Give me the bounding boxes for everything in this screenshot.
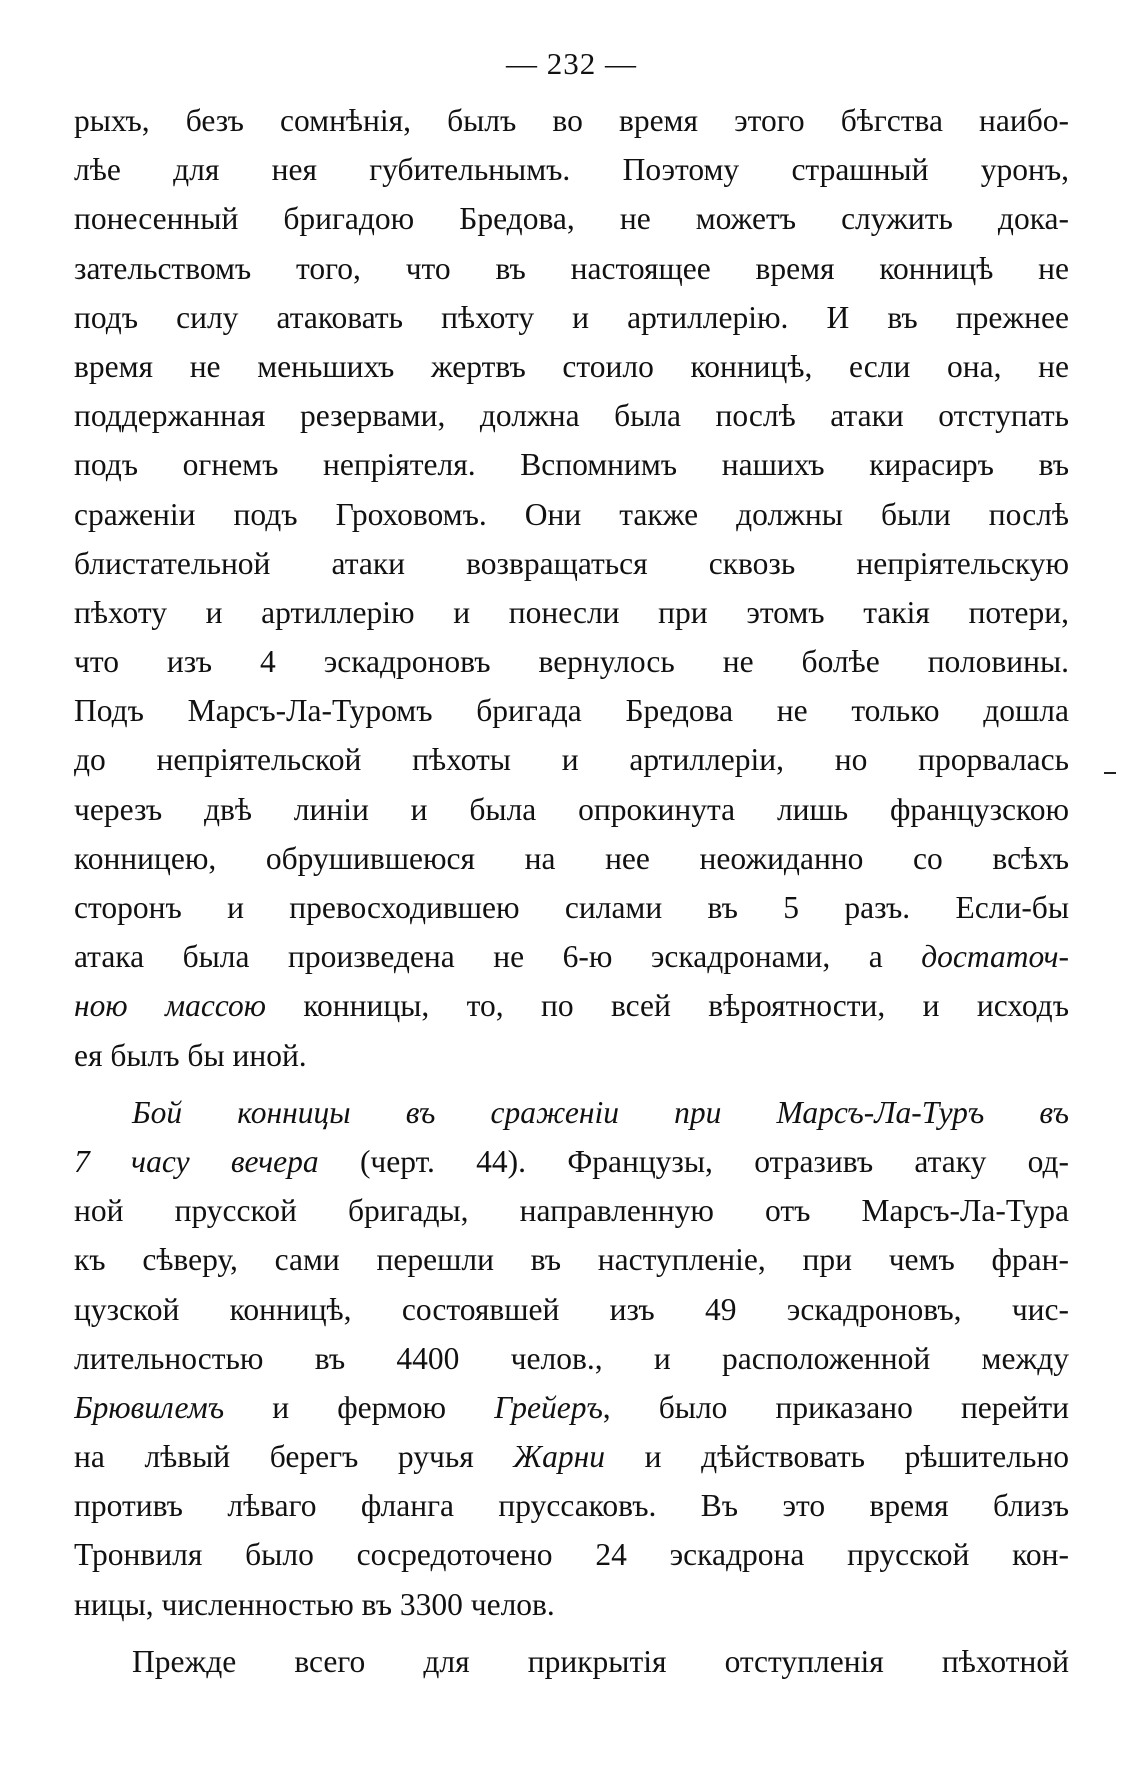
- text-segment: понесенный бригадою Бредова, не можетъ служить дока-: [74, 201, 1069, 237]
- text-segment: ной прусской бригады, направленную отъ Марсъ-Ла-Тура: [74, 1193, 1069, 1229]
- text-line: [74, 1235, 1069, 1284]
- paragraph: [74, 1637, 1069, 1686]
- document-page: [74, 44, 1069, 1686]
- text-line: [74, 1334, 1069, 1383]
- text-segment: , было приказано перейти: [602, 1389, 1069, 1425]
- text-line: [74, 96, 1069, 145]
- text-segment: пѣхоту и артиллерію и понесли при этомъ такія потери,: [74, 594, 1069, 630]
- text-line: [74, 1383, 1069, 1432]
- text-line: [74, 883, 1069, 932]
- text-segment: подъ силу атаковать пѣхоту и артиллерію. И въ прежнее: [74, 299, 1069, 335]
- text-line: [74, 244, 1069, 293]
- text-segment: и дѣйствовать рѣшительно: [605, 1439, 1069, 1475]
- text-line: [74, 588, 1069, 637]
- text-segment: цузской конницѣ, состоявшей изъ 49 эскадроновъ, чис-: [74, 1291, 1069, 1327]
- text-segment: противъ лѣваго фланга пруссаковъ. Въ это время близъ: [74, 1488, 1069, 1524]
- italic-text: достаточ-: [921, 939, 1069, 975]
- italic-text: Жарни: [513, 1439, 606, 1475]
- italic-text: Грейеръ: [494, 1389, 603, 1425]
- text-segment: атака была произведена не 6-ю эскадронами, а: [74, 939, 922, 975]
- text-line: [74, 686, 1069, 735]
- italic-text: Бой конницы въ сраженіи при Марсъ-Ла-Туръ въ: [132, 1094, 1069, 1130]
- text-line: [74, 1580, 1069, 1629]
- text-segment: конницею, обрушившеюся на нее неожиданно со всѣхъ: [74, 840, 1069, 876]
- text-segment: Тронвиля было сосредоточено 24 эскадрона прусской кон-: [74, 1537, 1069, 1573]
- text-line: [74, 981, 1069, 1030]
- text-line: [74, 490, 1069, 539]
- text-segment: конницы, то, по всей вѣроятности, и исходъ: [265, 988, 1069, 1024]
- text-line: [74, 194, 1069, 243]
- text-segment: что изъ 4 эскадроновъ вернулось не болѣе половины.: [74, 644, 1069, 680]
- italic-text: 7 часу вечера: [74, 1143, 319, 1179]
- text-segment: (черт. 44). Французы, отразивъ атаку од-: [318, 1143, 1069, 1179]
- text-segment: поддержанная резервами, должна была послѣ атаки отступать: [74, 398, 1069, 434]
- paragraph-gap: [74, 1080, 1069, 1088]
- paragraph-gap: [74, 1629, 1069, 1637]
- text-line: [74, 1186, 1069, 1235]
- text-line: [74, 1637, 1069, 1686]
- text-segment: лѣе для нея губительнымъ. Поэтому страшный уронъ,: [74, 152, 1069, 188]
- text-segment: до непріятельской пѣхоты и артиллеріи, но прорвалась: [74, 742, 1069, 778]
- text-segment: подъ огнемъ непріятеля. Вспомнимъ нашихъ кирасиръ въ: [74, 447, 1069, 483]
- text-segment: ея былъ бы иной.: [74, 1037, 307, 1073]
- text-segment: къ сѣверу, сами перешли въ наступленіе, при чемъ фран-: [74, 1242, 1069, 1278]
- text-segment: черезъ двѣ линіи и была опрокинута лишь французскою: [74, 791, 1069, 827]
- text-segment: зательствомъ того, что въ настоящее время конницѣ не: [74, 250, 1069, 286]
- paragraph: [74, 1088, 1069, 1629]
- text-segment: рыхъ, безъ сомнѣнія, былъ во время этого бѣгства наибо-: [74, 103, 1069, 138]
- text-segment: сторонъ и превосходившею силами въ 5 разъ. Если-бы: [74, 890, 1069, 925]
- text-line: [74, 1285, 1069, 1334]
- text-line: [74, 785, 1069, 834]
- text-segment: сраженіи подъ Гроховомъ. Они также должны были послѣ: [74, 496, 1069, 532]
- page-number: — 232 —: [506, 46, 637, 81]
- text-segment: блистательной атаки возвращаться сквозь непріятельскую: [74, 545, 1069, 581]
- text-line: [74, 1031, 1069, 1080]
- text-line: [74, 440, 1069, 489]
- text-body: [74, 96, 1069, 1686]
- text-line: [74, 1432, 1069, 1481]
- text-segment: на лѣвый берегъ ручья: [74, 1439, 514, 1475]
- text-line: [74, 735, 1069, 784]
- text-line: [74, 391, 1069, 440]
- text-line: [74, 293, 1069, 342]
- text-line: [74, 932, 1069, 981]
- italic-text: ною массою: [74, 988, 266, 1024]
- margin-mark: [1104, 772, 1116, 774]
- text-segment: Подъ Марсъ-Ла-Туромъ бригада Бредова не только дошла: [74, 693, 1069, 729]
- text-segment: лительностью въ 4400 челов., и расположенной между: [74, 1340, 1069, 1376]
- text-line: [74, 539, 1069, 588]
- italic-text: Брювилемъ: [74, 1389, 225, 1425]
- text-line: [74, 1088, 1069, 1137]
- text-line: [74, 834, 1069, 883]
- text-segment: ницы, численностью въ 3300 челов.: [74, 1586, 555, 1622]
- text-segment: Прежде всего для прикрытія отступленія пѣхотной: [132, 1643, 1069, 1679]
- text-line: [74, 145, 1069, 194]
- text-line: [74, 1481, 1069, 1530]
- text-line: [74, 1137, 1069, 1186]
- text-segment: и фермою: [224, 1389, 495, 1425]
- text-segment: время не меньшихъ жертвъ стоило конницѣ, если она, не: [74, 348, 1069, 384]
- text-line: [74, 1530, 1069, 1579]
- paragraph: [74, 96, 1069, 1080]
- text-line: [74, 342, 1069, 391]
- text-line: [74, 637, 1069, 686]
